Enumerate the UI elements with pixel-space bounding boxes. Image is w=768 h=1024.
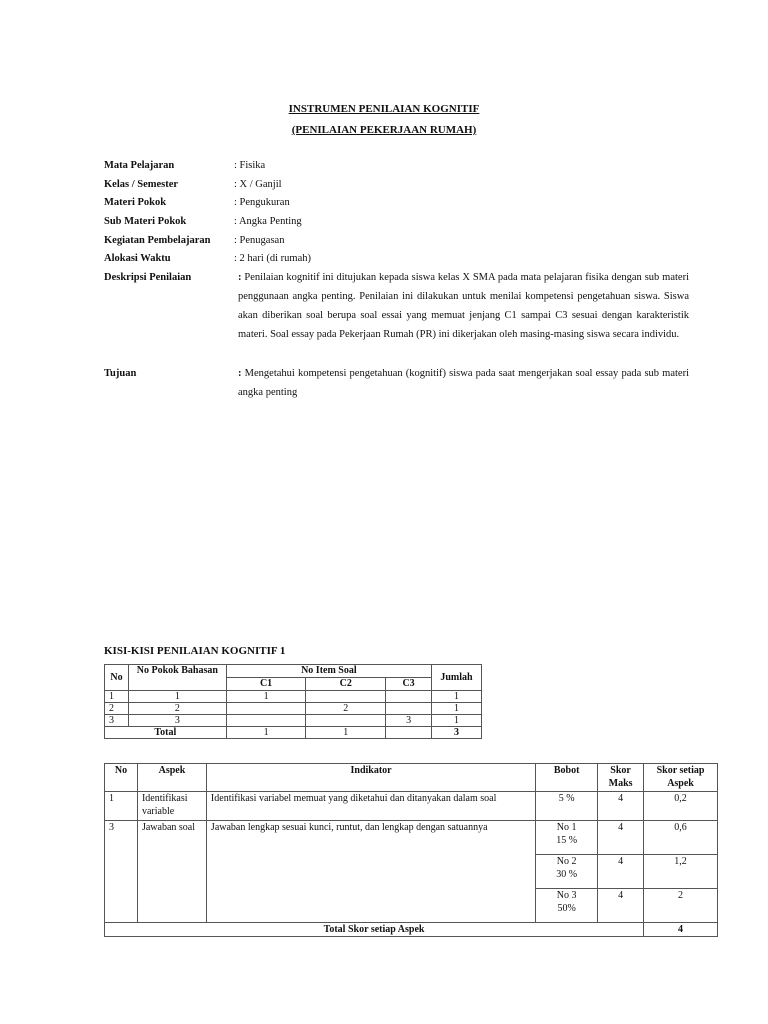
table-row-total bbox=[105, 727, 482, 739]
rubric-header-indikator: Indikator bbox=[206, 764, 535, 792]
info-value-alokasi: : 2 hari (di rumah) bbox=[234, 253, 311, 264]
rubric-cell-setiap: 1,2 bbox=[644, 855, 718, 889]
kisi-total-c1: 1 bbox=[226, 727, 306, 739]
kisi-total-c2: 1 bbox=[306, 727, 386, 739]
info-value-mapel: : Fisika bbox=[234, 160, 266, 171]
kisi-heading: KISI-KISI PENILAIAN KOGNITIF 1 bbox=[104, 645, 286, 657]
kisi-cell-c3 bbox=[386, 703, 432, 715]
rubric-total-label: Total Skor setiap Aspek bbox=[105, 923, 644, 937]
table-row bbox=[105, 715, 482, 727]
kisi-total-jumlah: 3 bbox=[432, 727, 482, 739]
kisi-cell-pokok: 1 bbox=[128, 691, 226, 703]
kisi-header-c2: C2 bbox=[306, 678, 386, 691]
rubric-cell-setiap: 0,2 bbox=[644, 792, 718, 821]
kisi-header-pokok: No Pokok Bahasan bbox=[128, 665, 226, 691]
rubric-table bbox=[104, 763, 718, 937]
kisi-cell-jumlah: 1 bbox=[432, 715, 482, 727]
kisi-cell-c1: 1 bbox=[226, 691, 306, 703]
kisi-header-c1: C1 bbox=[226, 678, 306, 691]
tujuan-text: : Mengetahui kompetensi pengetahuan (kognitif) siswa pada saat mengerjakan soal essay pada sub materi angka penting bbox=[238, 368, 690, 398]
rubric-cell-bobot: No 3 50% bbox=[536, 889, 598, 923]
kisi-cell-pokok: 3 bbox=[128, 715, 226, 727]
rubric-cell-no: 3 bbox=[105, 821, 138, 923]
kisi-cell-c3: 3 bbox=[386, 715, 432, 727]
rubric-cell-bobot: No 2 30 % bbox=[536, 855, 598, 889]
info-label-kegiatan: Kegiatan Pembelajaran bbox=[104, 235, 211, 246]
kisi-header-item: No Item Soal bbox=[226, 665, 431, 678]
info-label-materi: Materi Pokok bbox=[104, 197, 167, 208]
table-row bbox=[105, 792, 718, 821]
table-row bbox=[105, 691, 482, 703]
kisi-table bbox=[104, 664, 482, 739]
rubric-header-setiap: Skor setiap Aspek bbox=[644, 764, 718, 792]
kisi-cell-no: 2 bbox=[105, 703, 129, 715]
kisi-cell-c2: 2 bbox=[306, 703, 386, 715]
kisi-total-label: Total bbox=[105, 727, 227, 739]
rubric-cell-setiap: 0,6 bbox=[644, 821, 718, 855]
deskripsi-label: Deskripsi Penilaian bbox=[104, 272, 192, 283]
kisi-cell-c1 bbox=[226, 715, 306, 727]
kisi-cell-c2 bbox=[306, 691, 386, 703]
rubric-cell-bobot: No 1 15 % bbox=[536, 821, 598, 855]
kisi-cell-no: 1 bbox=[105, 691, 129, 703]
rubric-header-bobot: Bobot bbox=[536, 764, 598, 792]
kisi-cell-c2 bbox=[306, 715, 386, 727]
doc-subtitle: (PENILAIAN PEKERJAAN RUMAH) bbox=[291, 124, 477, 136]
table-row-total bbox=[105, 923, 718, 937]
info-label-mapel: Mata Pelajaran bbox=[104, 160, 175, 171]
kisi-cell-no: 3 bbox=[105, 715, 129, 727]
rubric-header-aspek: Aspek bbox=[137, 764, 206, 792]
table-row bbox=[105, 821, 718, 855]
kisi-header-c3: C3 bbox=[386, 678, 432, 691]
info-value-submateri: : Angka Penting bbox=[234, 216, 302, 227]
rubric-cell-aspek: Identifikasi variable bbox=[137, 792, 206, 821]
rubric-cell-setiap: 2 bbox=[644, 889, 718, 923]
kisi-total-c3 bbox=[386, 727, 432, 739]
info-label-kelas: Kelas / Semester bbox=[104, 179, 179, 190]
kisi-cell-jumlah: 1 bbox=[432, 691, 482, 703]
kisi-cell-pokok: 2 bbox=[128, 703, 226, 715]
doc-title: INSTRUMEN PENILAIAN KOGNITIF bbox=[288, 103, 480, 115]
table-row bbox=[105, 703, 482, 715]
info-value-kelas: : X / Ganjil bbox=[234, 179, 282, 190]
tujuan-label: Tujuan bbox=[104, 368, 137, 379]
rubric-cell-skor: 4 bbox=[598, 792, 644, 821]
info-label-submateri: Sub Materi Pokok bbox=[104, 216, 187, 227]
rubric-cell-aspek: Jawaban soal bbox=[137, 821, 206, 923]
kisi-cell-jumlah: 1 bbox=[432, 703, 482, 715]
info-value-kegiatan: : Penugasan bbox=[234, 235, 285, 246]
rubric-cell-skor: 4 bbox=[598, 889, 644, 923]
kisi-cell-c1 bbox=[226, 703, 306, 715]
kisi-header-jumlah: Jumlah bbox=[432, 665, 482, 691]
rubric-cell-no: 1 bbox=[105, 792, 138, 821]
rubric-cell-skor: 4 bbox=[598, 821, 644, 855]
kisi-cell-c3 bbox=[386, 691, 432, 703]
rubric-header-skor: Skor Maks bbox=[598, 764, 644, 792]
info-value-materi: : Pengukuran bbox=[234, 197, 290, 208]
info-label-alokasi: Alokasi Waktu bbox=[104, 253, 171, 264]
rubric-header-no: No bbox=[105, 764, 138, 792]
deskripsi-text: : Penilaian kognitif ini ditujukan kepada siswa kelas X SMA pada mata pelajaran fisika dengan sub materi penggunaan angka penting. Penilaian ini dilakukan untuk menilai kompetensi pengetahuan siswa. Siswa akan diberikan soal berupa soal essai yang memuat jenjang C1 sampai C3 sesuai dengan karakteristik materi. Soal essay pada Pekerjaan Rumah (PR) ini dikerjakan oleh masing-masing siswa secara individu. bbox=[238, 272, 690, 340]
kisi-header-no: No bbox=[105, 665, 129, 691]
rubric-cell-skor: 4 bbox=[598, 855, 644, 889]
rubric-cell-indikator: Identifikasi variabel memuat yang diketahui dan ditanyakan dalam soal bbox=[206, 792, 535, 821]
rubric-total-value: 4 bbox=[644, 923, 718, 937]
rubric-cell-indikator: Jawaban lengkap sesuai kunci, runtut, dan lengkap dengan satuannya bbox=[206, 821, 535, 923]
rubric-cell-bobot: 5 % bbox=[536, 792, 598, 821]
